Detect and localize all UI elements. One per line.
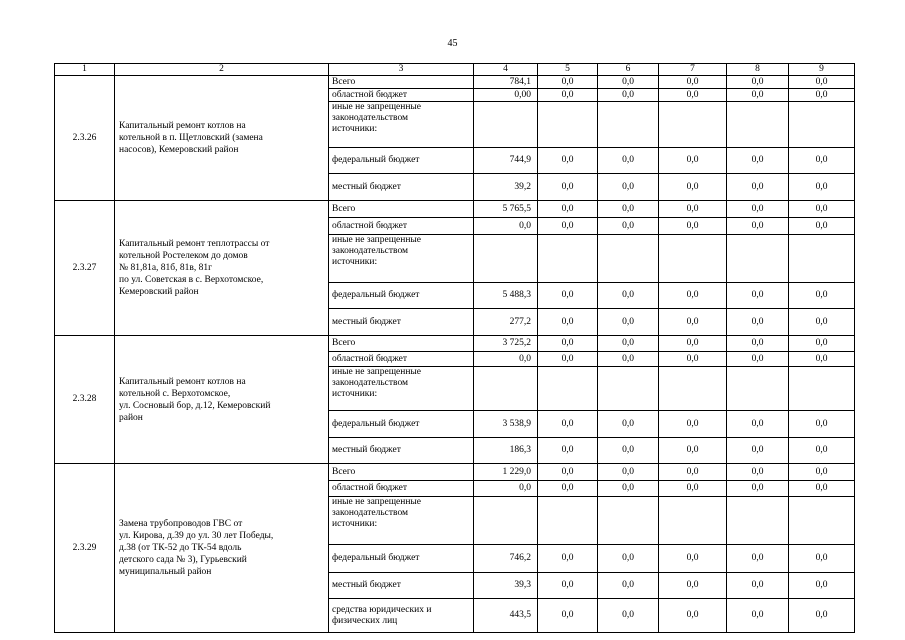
funding-source-line: Всего	[332, 338, 356, 348]
funding-source-line: физических лиц	[332, 615, 398, 626]
year-value	[727, 102, 789, 148]
year-value: 0,0	[538, 573, 598, 599]
item-name-line: котельной с. Верхотомское,	[119, 388, 231, 399]
funding-source	[329, 148, 474, 174]
item-code: 2.3.26	[55, 76, 115, 201]
total-value: 744,9	[474, 148, 538, 174]
year-value: 0,0	[659, 464, 727, 481]
funding-source	[329, 309, 474, 336]
total-value: 277,2	[474, 309, 538, 336]
year-value: 0,0	[727, 481, 789, 497]
funding-source	[329, 102, 474, 148]
year-value	[789, 102, 855, 148]
funding-source-line: федеральный бюджет	[332, 290, 420, 300]
total-value: 443,5	[474, 599, 538, 633]
year-value: 0,0	[789, 201, 855, 218]
year-value: 0,0	[598, 411, 659, 438]
year-value: 0,0	[598, 573, 659, 599]
year-value: 0,0	[789, 545, 855, 573]
year-value: 0,0	[598, 599, 659, 633]
year-value: 0,0	[659, 545, 727, 573]
funding-source-line: средства юридических и	[332, 604, 432, 615]
year-value: 0,0	[659, 89, 727, 102]
item-code: 2.3.29	[55, 464, 115, 633]
total-value: 0,0	[474, 218, 538, 235]
item-name-line: № 81,81а, 81б, 81в, 81г	[119, 263, 212, 273]
funding-source	[329, 352, 474, 367]
funding-source	[329, 438, 474, 464]
year-value	[598, 367, 659, 411]
year-value: 0,0	[538, 309, 598, 336]
year-value: 0,0	[789, 218, 855, 235]
year-value	[659, 497, 727, 545]
item-name-line: по ул. Советская в с. Верхотомское,	[119, 275, 264, 285]
funding-source-line: Всего	[332, 203, 356, 214]
table-row	[55, 201, 855, 218]
year-value: 0,0	[727, 464, 789, 481]
total-value	[474, 235, 538, 283]
item-name-line: Кемеровский район	[119, 287, 199, 297]
year-value: 0,0	[659, 174, 727, 201]
year-value: 0,0	[727, 283, 789, 309]
item-name	[115, 201, 329, 336]
year-value: 0,0	[727, 89, 789, 102]
funding-source-line: областной бюджет	[332, 89, 408, 100]
total-value: 5 488,3	[474, 283, 538, 309]
year-value: 0,0	[789, 89, 855, 102]
funding-source	[329, 174, 474, 201]
year-value	[538, 497, 598, 545]
budget-table	[54, 63, 855, 633]
funding-source	[329, 545, 474, 573]
year-value: 0,0	[659, 411, 727, 438]
year-value: 0,0	[598, 148, 659, 174]
funding-source-line: иные не запрещенные	[332, 102, 422, 112]
year-value	[538, 367, 598, 411]
total-value: 0,0	[474, 481, 538, 497]
funding-source-line: Всего	[332, 466, 356, 477]
year-value: 0,0	[538, 89, 598, 102]
year-value: 0,0	[789, 336, 855, 352]
year-value: 0,0	[598, 545, 659, 573]
year-value: 0,0	[598, 174, 659, 201]
item-code: 2.3.28	[55, 336, 115, 464]
funding-source	[329, 599, 474, 633]
funding-source-line: источники:	[332, 124, 378, 134]
total-value: 39,3	[474, 573, 538, 599]
item-name-line: муниципальный район	[119, 567, 212, 577]
total-value	[474, 497, 538, 545]
year-value: 0,0	[659, 336, 727, 352]
item-name-line: ул. Кирова, д.39 до ул. 30 лет Победы,	[119, 531, 274, 541]
funding-source-line: иные не запрещенные	[332, 235, 422, 245]
item-name-line: Капитальный ремонт котлов на	[119, 376, 246, 387]
item-name-line: д.38 (от ТК-52 до ТК-54 вдоль	[119, 543, 242, 553]
year-value: 0,0	[659, 309, 727, 336]
funding-source	[329, 411, 474, 438]
year-value: 0,0	[598, 201, 659, 218]
item-name-line: детского сада № 3), Гурьевский	[119, 555, 247, 565]
year-value: 0,0	[538, 283, 598, 309]
funding-source-line: иные не запрещенные	[332, 367, 422, 377]
year-value	[598, 235, 659, 283]
funding-source-line: местный бюджет	[332, 181, 401, 192]
item-name-line: насосов), Кемеровский район	[119, 145, 239, 155]
year-value: 0,0	[659, 481, 727, 497]
year-value: 0,0	[789, 283, 855, 309]
year-value: 0,0	[789, 148, 855, 174]
year-value: 0,0	[538, 411, 598, 438]
year-value: 0,0	[538, 336, 598, 352]
year-value: 0,0	[789, 352, 855, 367]
total-value: 746,2	[474, 545, 538, 573]
column-header: 1	[55, 64, 115, 76]
item-name-line: Замена трубопроводов ГВС от	[119, 519, 243, 529]
column-header: 4	[474, 64, 538, 76]
year-value: 0,0	[659, 599, 727, 633]
funding-source-line: Всего	[332, 76, 356, 87]
year-value: 0,0	[598, 438, 659, 464]
total-value: 5 765,5	[474, 201, 538, 218]
total-value: 39,2	[474, 174, 538, 201]
table-row	[55, 336, 855, 352]
year-value: 0,0	[538, 352, 598, 367]
year-value: 0,0	[659, 438, 727, 464]
funding-source-line: законодательством	[332, 246, 409, 256]
year-value	[727, 367, 789, 411]
funding-source-line: федеральный бюджет	[332, 553, 420, 563]
year-value: 0,0	[727, 336, 789, 352]
year-value: 0,0	[727, 76, 789, 89]
year-value: 0,0	[727, 438, 789, 464]
year-value	[789, 497, 855, 545]
year-value: 0,0	[727, 148, 789, 174]
column-header: 5	[538, 64, 598, 76]
item-name-line: Капитальный ремонт теплотрассы от	[119, 239, 270, 249]
year-value: 0,0	[538, 76, 598, 89]
year-value: 0,0	[598, 464, 659, 481]
page-number: 45	[447, 38, 458, 49]
funding-source	[329, 218, 474, 235]
year-value: 0,0	[789, 599, 855, 633]
year-value: 0,0	[598, 76, 659, 89]
funding-source	[329, 464, 474, 481]
funding-source	[329, 481, 474, 497]
year-value: 0,0	[538, 218, 598, 235]
year-value: 0,0	[538, 174, 598, 201]
year-value: 0,0	[727, 309, 789, 336]
year-value: 0,0	[598, 218, 659, 235]
year-value: 0,0	[727, 545, 789, 573]
funding-source-line: местный бюджет	[332, 316, 401, 327]
year-value: 0,0	[538, 464, 598, 481]
funding-source	[329, 573, 474, 599]
column-header: 6	[598, 64, 659, 76]
year-value: 0,0	[727, 599, 789, 633]
year-value	[659, 235, 727, 283]
total-value: 186,3	[474, 438, 538, 464]
year-value: 0,0	[789, 411, 855, 438]
year-value	[598, 497, 659, 545]
funding-source	[329, 497, 474, 545]
year-value	[598, 102, 659, 148]
year-value: 0,0	[538, 438, 598, 464]
year-value: 0,0	[538, 148, 598, 174]
item-name	[115, 76, 329, 201]
total-value: 784,1	[474, 76, 538, 89]
funding-source	[329, 283, 474, 309]
table-row	[55, 464, 855, 481]
year-value: 0,0	[789, 573, 855, 599]
year-value: 0,0	[789, 76, 855, 89]
column-header: 3	[329, 64, 474, 76]
year-value: 0,0	[789, 481, 855, 497]
year-value	[538, 235, 598, 283]
total-value: 0,00	[474, 89, 538, 102]
funding-source-line: иные не запрещенные	[332, 497, 422, 507]
total-value	[474, 367, 538, 411]
year-value: 0,0	[538, 481, 598, 497]
funding-source-line: законодательством	[332, 508, 409, 518]
year-value: 0,0	[598, 283, 659, 309]
year-value: 0,0	[659, 201, 727, 218]
year-value: 0,0	[659, 352, 727, 367]
funding-source-line: местный бюджет	[332, 445, 401, 455]
funding-source-line: федеральный бюджет	[332, 418, 420, 429]
item-name-line: котельной Ростелеком до домов	[119, 251, 248, 261]
item-name-line: котельной в п. Щетловский (замена	[119, 133, 263, 143]
column-header: 7	[659, 64, 727, 76]
item-name-line: район	[119, 412, 143, 423]
year-value: 0,0	[598, 89, 659, 102]
year-value: 0,0	[659, 283, 727, 309]
funding-source-line: источники:	[332, 519, 378, 529]
column-header: 8	[727, 64, 789, 76]
year-value	[789, 367, 855, 411]
year-value: 0,0	[727, 352, 789, 367]
column-header: 2	[115, 64, 329, 76]
year-value: 0,0	[538, 599, 598, 633]
year-value: 0,0	[789, 174, 855, 201]
column-header: 9	[789, 64, 855, 76]
year-value: 0,0	[659, 76, 727, 89]
header-row	[55, 64, 855, 76]
funding-source	[329, 336, 474, 352]
funding-source	[329, 201, 474, 218]
funding-source-line: законодательством	[332, 378, 409, 388]
item-name	[115, 336, 329, 464]
funding-source-line: областной бюджет	[332, 483, 408, 493]
year-value: 0,0	[789, 309, 855, 336]
item-code: 2.3.27	[55, 201, 115, 336]
funding-source	[329, 89, 474, 102]
item-name	[115, 464, 329, 633]
year-value: 0,0	[789, 438, 855, 464]
year-value	[659, 102, 727, 148]
funding-source-line: источники:	[332, 389, 378, 399]
year-value: 0,0	[598, 352, 659, 367]
year-value	[789, 235, 855, 283]
year-value: 0,0	[598, 481, 659, 497]
year-value: 0,0	[659, 573, 727, 599]
year-value	[727, 497, 789, 545]
total-value: 3 725,2	[474, 336, 538, 352]
total-value: 3 538,9	[474, 411, 538, 438]
year-value: 0,0	[727, 218, 789, 235]
year-value	[727, 235, 789, 283]
funding-source	[329, 76, 474, 89]
year-value	[659, 367, 727, 411]
year-value	[538, 102, 598, 148]
table-row	[55, 76, 855, 89]
funding-source-line: областной бюджет	[332, 220, 408, 231]
funding-source-line: местный бюджет	[332, 580, 401, 590]
year-value: 0,0	[538, 545, 598, 573]
total-value: 0,0	[474, 352, 538, 367]
year-value: 0,0	[727, 201, 789, 218]
funding-source-line: федеральный бюджет	[332, 155, 420, 165]
year-value: 0,0	[727, 573, 789, 599]
funding-source-line: источники:	[332, 257, 378, 267]
year-value: 0,0	[659, 148, 727, 174]
funding-source	[329, 235, 474, 283]
funding-source-line: областной бюджет	[332, 353, 408, 364]
year-value: 0,0	[727, 174, 789, 201]
item-name-line: Капитальный ремонт котлов на	[119, 121, 246, 131]
funding-source	[329, 367, 474, 411]
year-value: 0,0	[598, 309, 659, 336]
total-value: 1 229,0	[474, 464, 538, 481]
year-value: 0,0	[659, 218, 727, 235]
year-value: 0,0	[789, 464, 855, 481]
year-value: 0,0	[598, 336, 659, 352]
year-value: 0,0	[727, 411, 789, 438]
item-name-line: ул. Сосновый бор, д.12, Кемеровский	[119, 400, 271, 411]
funding-source-line: законодательством	[332, 113, 409, 123]
year-value: 0,0	[538, 201, 598, 218]
total-value	[474, 102, 538, 148]
